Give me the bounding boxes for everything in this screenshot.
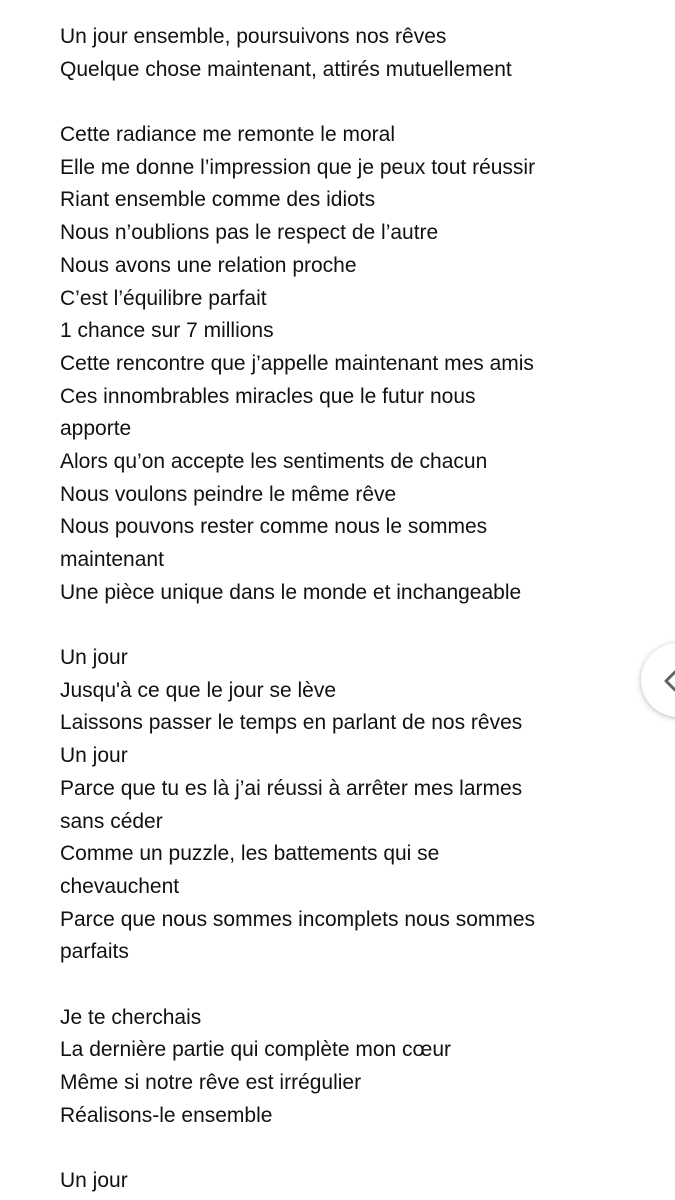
lyric-line: Laissons passer le temps en parlant de nos rêves — [60, 711, 523, 735]
lyric-line: Nous avons une relation proche — [60, 253, 357, 277]
side-panel-toggle-button[interactable] — [641, 643, 675, 717]
lyric-line: sans céder — [60, 809, 163, 833]
lyric-line: Parce que tu es là j’ai réussi à arrêter mes larmes — [60, 776, 523, 800]
lyric-line: Un jour — [60, 1169, 128, 1193]
lyric-line: Une pièce unique dans le monde et inchangeable — [60, 580, 522, 604]
lyric-line: Un jour — [60, 646, 128, 670]
lyric-line: Parce que nous sommes incomplets nous sommes — [60, 907, 536, 931]
lyric-line: Comme un puzzle, les battements qui se — [60, 842, 440, 866]
lyric-line: Nous voulons peindre le même rêve — [60, 482, 397, 506]
lyric-line: La dernière partie qui complète mon cœur — [60, 1038, 452, 1062]
lyric-line: Nous pouvons rester comme nous le sommes — [60, 515, 488, 539]
stanza-gap — [60, 86, 620, 119]
lyric-line: chevauchent — [60, 874, 180, 898]
lyric-line: apporte — [60, 417, 132, 441]
lyric-line: Riant ensemble comme des idiots — [60, 188, 376, 212]
lyric-line: Nous n’oublions pas le respect de l’autre — [60, 221, 439, 245]
lyric-line: Quelque chose maintenant, attirés mutuellement — [60, 57, 512, 81]
lyric-line: parfaits — [60, 940, 129, 964]
lyric-line: Cette rencontre que j’appelle maintenant mes amis — [60, 351, 534, 375]
lyrics-text — [60, 21, 620, 1198]
lyric-line: Jusqu'à ce que le jour se lève — [60, 678, 337, 702]
lyric-line: 1 chance sur 7 millions — [60, 319, 274, 343]
lyric-line: Alors qu’on accepte les sentiments de chacun — [60, 449, 488, 473]
lyric-line: Je te cherchais — [60, 1005, 202, 1029]
lyric-line: Cette radiance me remonte le moral — [60, 123, 395, 147]
lyric-line: Même si notre rêve est irrégulier — [60, 1071, 362, 1094]
lyric-line: C’est l’équilibre parfait — [60, 286, 267, 310]
stanza-gap — [60, 1132, 620, 1165]
lyric-line: Réalisons-le ensemble — [60, 1103, 273, 1127]
stanza-gap — [60, 609, 620, 642]
lyric-line: maintenant — [60, 548, 164, 571]
chevron-left-icon — [661, 669, 675, 693]
lyric-line: Elle me donne l’impression que je peux tout réussir — [60, 155, 536, 179]
lyric-line: Ces innombrables miracles que le futur nous — [60, 384, 476, 408]
stanza-gap — [60, 969, 620, 1002]
lyric-line: Un jour — [60, 744, 128, 768]
lyric-line: Un jour ensemble, poursuivons nos rêves — [60, 25, 447, 48]
